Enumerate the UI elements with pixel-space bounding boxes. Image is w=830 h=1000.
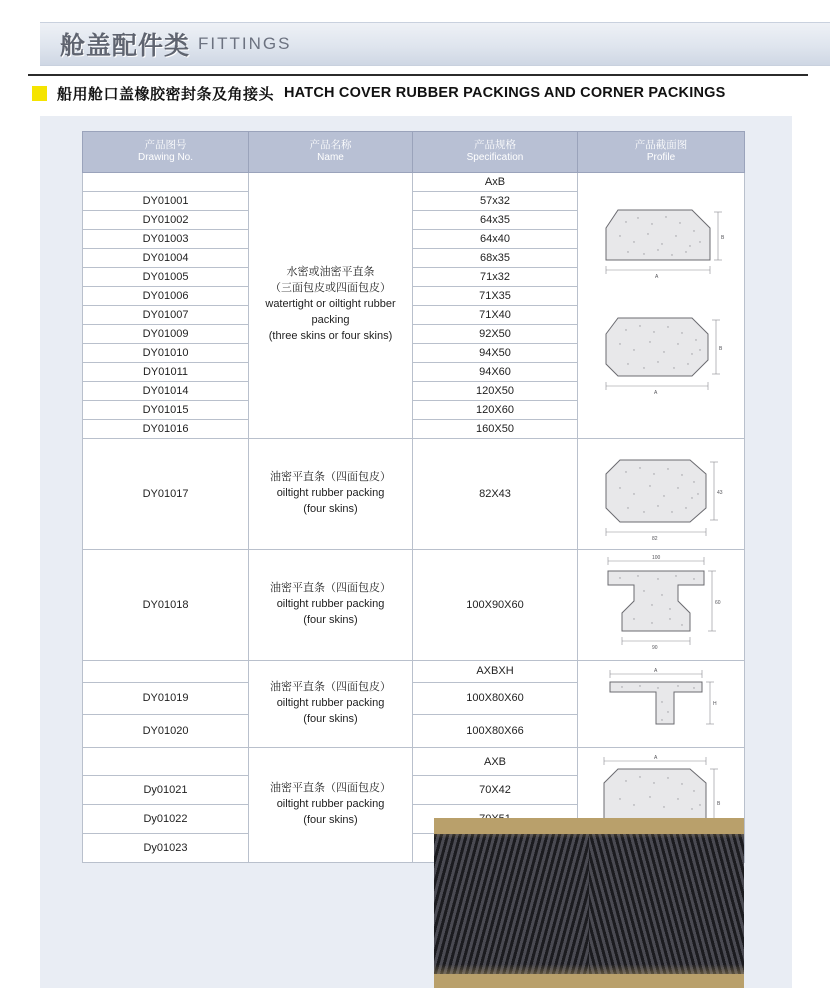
cell-drawing-no — [83, 747, 249, 776]
product-name-en-2: (four skins) — [303, 502, 358, 515]
page-title-en: FITTINGS — [198, 33, 292, 53]
dim-value-bottom: 90 — [652, 644, 658, 651]
dim-label-a: A — [654, 390, 658, 397]
product-name-en: oiltight rubber packing — [276, 797, 385, 810]
cell-drawing-no: DY01019 — [83, 682, 249, 714]
cell-specification: 70X42 — [413, 776, 578, 805]
cell-spec-header: AxB — [413, 172, 578, 191]
cell-profile-drawing — [578, 549, 745, 660]
cell-drawing-no: DY01017 — [83, 438, 249, 549]
cell-product-name — [249, 438, 413, 549]
column-header-en: Specification — [466, 152, 524, 164]
cell-drawing-no: DY01003 — [83, 229, 249, 248]
profile-drawing-group4 — [580, 664, 742, 744]
cell-specification: 94X60 — [413, 362, 578, 381]
product-name-en-2: (four skins) — [303, 712, 358, 725]
cell-product-name — [249, 172, 413, 438]
table-row — [83, 549, 745, 660]
table-row — [83, 172, 745, 191]
column-header-cn: 产品截面图 — [634, 139, 688, 151]
spec-table-wrapper — [82, 131, 744, 863]
cell-drawing-no: DY01011 — [83, 362, 249, 381]
cell-product-name — [249, 747, 413, 862]
page-title-cn: 舱盖配件类 — [60, 32, 191, 60]
section-subtitle-cn: 船用舱口盖橡胶密封条及角接头 — [57, 85, 275, 103]
cell-profile-drawing — [578, 438, 745, 549]
spec-table — [82, 131, 745, 863]
cell-drawing-no: DY01020 — [83, 715, 249, 748]
cell-specification: 120X60 — [413, 400, 578, 419]
page-title — [60, 26, 291, 62]
column-header-drawing-no — [83, 132, 249, 173]
cell-specification: 82X43 — [413, 438, 578, 549]
cell-specification: 64x40 — [413, 229, 578, 248]
product-name-cn: 油密平直条（四面包皮） — [270, 781, 391, 794]
product-name-cn: 油密平直条（四面包皮） — [270, 680, 391, 693]
cell-drawing-no: DY01018 — [83, 549, 249, 660]
table-header-row — [83, 132, 745, 173]
product-name-cn: 水密或油密平直条 — [286, 266, 375, 279]
table-row — [83, 747, 745, 776]
dim-label-a: A — [655, 274, 659, 281]
table-row — [83, 660, 745, 682]
section-subtitle — [32, 80, 812, 106]
profile-svg-group3 — [586, 553, 736, 657]
column-header-cn: 产品规格 — [474, 139, 516, 151]
cell-specification: 160X50 — [413, 419, 578, 438]
cell-specification: 100X80X60 — [413, 682, 578, 714]
title-divider — [28, 74, 808, 76]
cell-profile-drawing — [578, 660, 745, 747]
cell-drawing-no: DY01016 — [83, 419, 249, 438]
column-header-profile — [578, 132, 745, 173]
section-subtitle-en: HATCH COVER RUBBER PACKINGS AND CORNER PACKINGS — [284, 85, 726, 101]
cell-specification: 92X50 — [413, 324, 578, 343]
photo-background-overlay — [434, 818, 744, 988]
cell-specification: 120X50 — [413, 381, 578, 400]
profile-svg-group1 — [586, 188, 736, 422]
dim-label-a: A — [654, 667, 658, 674]
profile-drawing-group1 — [580, 188, 742, 422]
product-name-en: oiltight rubber packing — [276, 486, 385, 499]
cell-specification: 71x32 — [413, 267, 578, 286]
cell-drawing-no: DY01001 — [83, 191, 249, 210]
cell-specification: 94X50 — [413, 343, 578, 362]
product-name-cn-2: （三面包皮或四面包皮） — [270, 282, 391, 295]
cell-specification: 100X90X60 — [413, 549, 578, 660]
dim-label-a: A — [654, 754, 658, 761]
product-name-en: watertight or oiltight rubber packing — [265, 298, 396, 327]
cell-drawing-no: DY01005 — [83, 267, 249, 286]
cell-spec-header: AXB — [413, 747, 578, 776]
column-header-en: Profile — [646, 152, 676, 164]
product-name-en: oiltight rubber packing — [276, 597, 385, 610]
cell-profile-drawing — [578, 172, 745, 438]
column-header-cn: 产品名称 — [309, 139, 352, 151]
cell-specification: 71X40 — [413, 305, 578, 324]
cell-drawing-no — [83, 172, 249, 191]
column-header-name — [249, 132, 413, 173]
product-name-en-2: (three skins or four skins) — [268, 330, 393, 343]
dim-label-b: B — [717, 800, 721, 807]
cell-drawing-no: DY01014 — [83, 381, 249, 400]
dim-value-height: 60 — [715, 599, 721, 606]
product-photo — [434, 818, 744, 988]
product-name-en-2: (four skins) — [303, 813, 358, 826]
cell-specification: 68x35 — [413, 248, 578, 267]
cell-drawing-no: Dy01023 — [83, 833, 249, 862]
cell-drawing-no: DY01010 — [83, 343, 249, 362]
dim-label-b: B — [721, 235, 725, 242]
cell-drawing-no: DY01007 — [83, 305, 249, 324]
product-name-cn: 油密平直条（四面包皮） — [270, 581, 391, 594]
profile-drawing-group3 — [580, 553, 742, 657]
cell-specification: 64x35 — [413, 210, 578, 229]
cell-product-name — [249, 549, 413, 660]
product-name-en: oiltight rubber packing — [276, 696, 385, 709]
column-header-en: Drawing No. — [137, 152, 194, 164]
column-header-en: Name — [317, 152, 344, 164]
product-name-en-2: (four skins) — [303, 613, 358, 626]
dim-value-width: 82 — [652, 535, 658, 542]
cell-specification: 100X80X66 — [413, 715, 578, 748]
profile-svg-group4 — [586, 664, 736, 744]
dim-value-top: 100 — [652, 554, 661, 561]
cell-drawing-no: Dy01022 — [83, 805, 249, 834]
dim-value-height: 43 — [717, 489, 723, 496]
cell-drawing-no: DY01004 — [83, 248, 249, 267]
table-row — [83, 438, 745, 549]
dim-label-h: H — [713, 700, 717, 707]
cell-drawing-no: Dy01021 — [83, 776, 249, 805]
column-header-cn: 产品图号 — [144, 139, 187, 151]
profile-drawing-group2 — [580, 442, 742, 546]
cell-spec-header: AXBXH — [413, 660, 578, 682]
cell-drawing-no: DY01006 — [83, 286, 249, 305]
cell-drawing-no: DY01002 — [83, 210, 249, 229]
profile-svg-group2 — [586, 442, 736, 546]
bullet-square-icon — [32, 86, 47, 101]
column-header-specification — [413, 132, 578, 173]
cell-product-name — [249, 660, 413, 747]
cell-drawing-no: DY01009 — [83, 324, 249, 343]
cell-drawing-no: DY01015 — [83, 400, 249, 419]
cell-specification: 71X35 — [413, 286, 578, 305]
product-name-cn: 油密平直条（四面包皮） — [270, 470, 391, 483]
cell-specification: 57x32 — [413, 191, 578, 210]
cell-drawing-no — [83, 660, 249, 682]
dim-label-b: B — [719, 346, 723, 353]
